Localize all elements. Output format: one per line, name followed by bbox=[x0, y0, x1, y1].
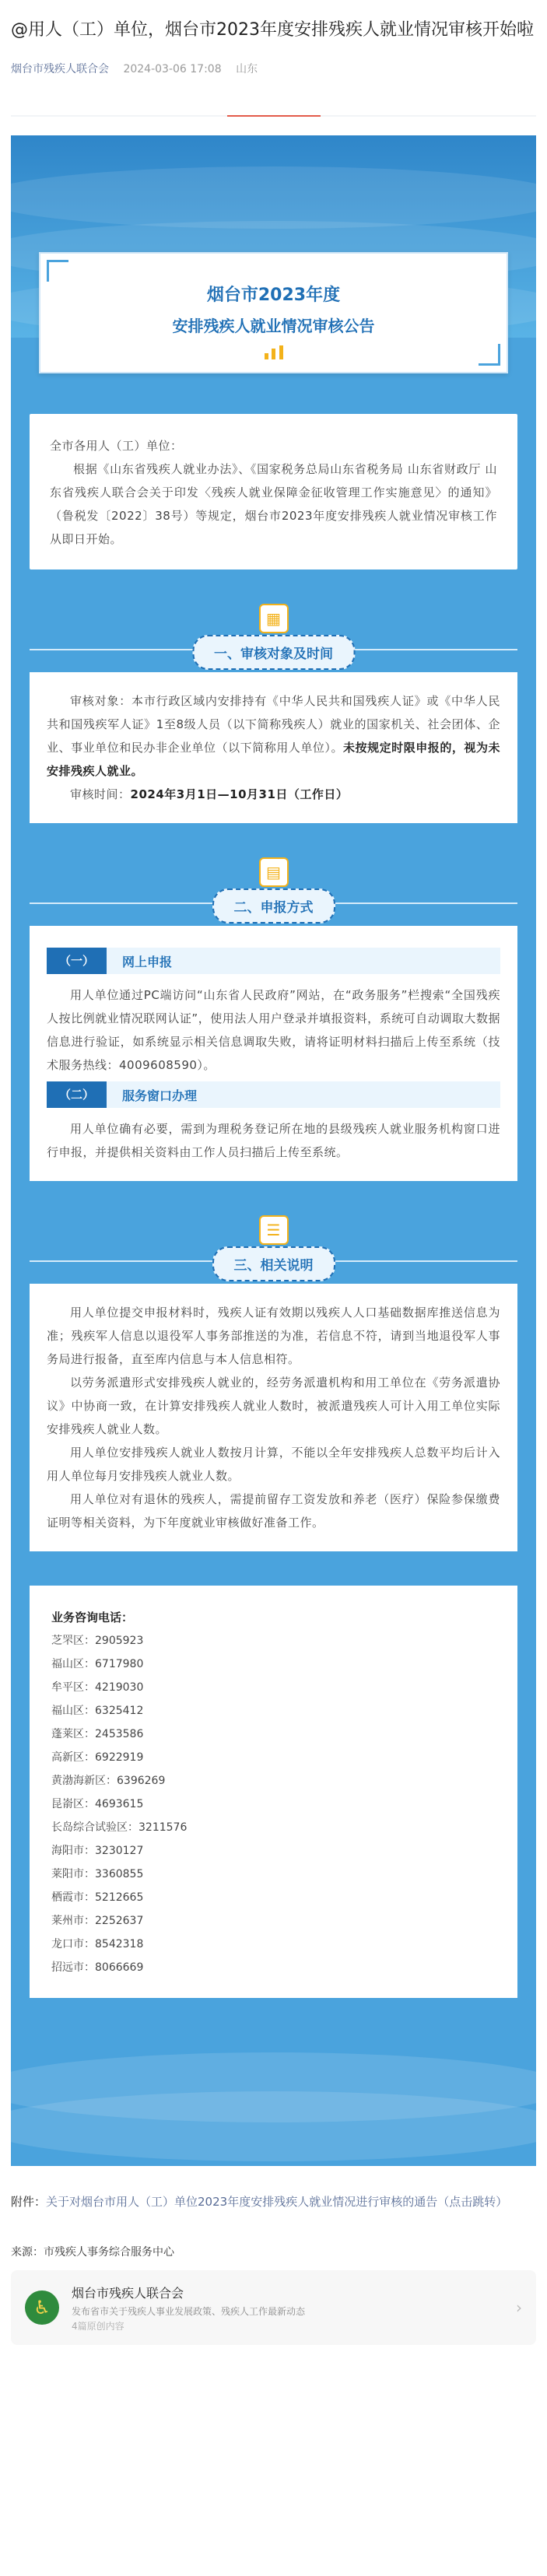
subsection-number: （一） bbox=[47, 948, 107, 974]
bar-chart-icon bbox=[265, 345, 283, 359]
audit-time-value: 2024年3月1日—10月31日（工作日） bbox=[130, 787, 349, 801]
article-title: @用人（工）单位，烟台市2023年度安排残疾人就业情况审核开始啦 bbox=[11, 20, 534, 40]
note-paragraph: 以劳务派遣形式安排残疾人就业的，经劳务派遣机构和用工单位在《劳务派遣协议》中协商一致，在计算安排残疾人就业人数时，被派遣残疾人可计入用工单位实际安排残疾人就业人数。 bbox=[47, 1376, 500, 1436]
contact-row: 招远市：8066669 bbox=[51, 1961, 144, 1974]
subsection-bar bbox=[47, 1081, 500, 1108]
contact-row: 栖霞市：5212665 bbox=[51, 1891, 144, 1904]
subsection-number: （二） bbox=[47, 1081, 107, 1108]
corner-decoration bbox=[479, 344, 500, 366]
section-1-title: 一、审核对象及时间 bbox=[192, 635, 355, 670]
contact-row: 莱州市：2252637 bbox=[51, 1915, 144, 1927]
note-paragraph: 用人单位安排残疾人就业人数按月计算，不能以全年安排残疾人总数平均后计入用人单位每月安排残疾人就业人数。 bbox=[47, 1446, 500, 1483]
contact-row: 牟平区：4219030 bbox=[51, 1681, 144, 1694]
audit-target-text bbox=[47, 689, 500, 783]
account-avatar: ♿ bbox=[25, 2290, 59, 2325]
attachment-prefix: 附件： bbox=[11, 2195, 47, 2209]
account-desc: 发布省市关于残疾人事业发展政策、残疾人工作最新动态 bbox=[72, 2305, 306, 2317]
header-divider bbox=[11, 96, 536, 117]
calendar-icon: ▦ bbox=[259, 604, 289, 633]
online-apply-text: 用人单位通过PC端访问“山东省人民政府”网站，在“政务服务”栏搜索“全国残疾人按比例就业情况联网认证”，使用法人用户登录并填报资料，系统可自动调取大数据信息进行验证，如系统显示相关信息调取失败，请将证明材料扫描后上传至系统（技术服务热线：4009608590）。 bbox=[47, 988, 500, 1072]
contact-row: 莱阳市：3360855 bbox=[51, 1868, 144, 1880]
publish-location: 山东 bbox=[236, 63, 258, 75]
header-divider-accent bbox=[227, 115, 321, 117]
intro-body: 根据《山东省残疾人就业办法》、《国家税务总局山东省税务局 山东省财政厅 山东省残疾人联合会关于印发〈残疾人就业保障金征收管理工作实施意见〉的通知》（鲁税发〔2022〕38号）等规定，烟台市2023年度安排残疾人就业情况审核工作从即日开始。 bbox=[50, 462, 497, 546]
section-1-panel bbox=[30, 672, 517, 823]
section-header bbox=[11, 604, 536, 668]
contact-row: 芝罘区：2905923 bbox=[51, 1635, 144, 1647]
attachment bbox=[11, 2191, 536, 2213]
account-name: 烟台市残疾人联合会 bbox=[72, 2285, 184, 2301]
notice-poster bbox=[11, 135, 536, 2166]
contact-row: 龙口市：8542318 bbox=[51, 1938, 144, 1950]
contact-panel bbox=[30, 1586, 517, 1998]
audit-target-warning: 未按规定时限申报的，视为未安排残疾人就业。 bbox=[47, 741, 500, 778]
contact-row: 福山区：6717980 bbox=[51, 1658, 144, 1670]
article-meta bbox=[11, 61, 536, 76]
note-paragraph: 用人单位提交申报材料时，残疾人证有效期以残疾人人口基础数据库推送信息为准；残疾军人信息以退役军人事务部推送的为准，若信息不符，请到当地退役军人事务局进行报备，直至库内信息与本人信息相符。 bbox=[47, 1306, 500, 1366]
account-card[interactable] bbox=[11, 2270, 536, 2345]
contact-row: 黄渤海新区：6396269 bbox=[51, 1775, 166, 1787]
audit-time-label: 审核时间： bbox=[70, 787, 131, 801]
contact-row: 长岛综合试验区：3211576 bbox=[51, 1821, 188, 1834]
document-icon: ▤ bbox=[259, 857, 289, 887]
section-3-title: 三、相关说明 bbox=[212, 1246, 335, 1281]
section-2-panel bbox=[30, 926, 517, 1181]
contact-row: 福山区：6325412 bbox=[51, 1705, 144, 1717]
corner-decoration bbox=[47, 260, 68, 282]
contact-row: 蓬莱区：2453586 bbox=[51, 1728, 144, 1740]
audit-target-body: 审核对象：本市行政区域内安排持有《中华人民共和国残疾人证》或《中华人民共和国残疾军人证》1至8级人员（以下简称残疾人）就业的国家机关、社会团体、企业、事业单位和民办非企业单位（以下简称用人单位）。 bbox=[47, 694, 500, 755]
intro-greeting: 全市各用人（工）单位： bbox=[50, 439, 183, 453]
poster-title-line1: 烟台市2023年度 bbox=[206, 286, 341, 305]
contact-title: 业务咨询电话： bbox=[51, 1610, 134, 1624]
contact-row: 海阳市：3230127 bbox=[51, 1845, 144, 1857]
contact-row: 高新区：6922919 bbox=[51, 1751, 144, 1764]
note-paragraph: 用人单位对有退休的残疾人，需提前留存工资发放和养老（医疗）保险参保缴费证明等相关资料，为下年度就业审核做好准备工作。 bbox=[47, 1492, 500, 1530]
window-apply-text: 用人单位确有必要，需到为理税务登记所在地的县级残疾人就业服务机构窗口进行申报，并提供相关资料由工作人员扫描后上传至系统。 bbox=[47, 1122, 500, 1159]
contact-row: 昆嵛区：4693615 bbox=[51, 1798, 144, 1810]
audit-time-text bbox=[47, 783, 500, 806]
poster-footer bbox=[11, 2045, 536, 2138]
article-header bbox=[0, 0, 547, 76]
banner-wave bbox=[11, 166, 536, 229]
notes-icon: ☰ bbox=[259, 1215, 289, 1245]
account-info bbox=[72, 2283, 510, 2332]
publish-time: 2024-03-06 17:08 bbox=[123, 63, 222, 75]
poster-title-card bbox=[39, 252, 508, 373]
subsection-title: 服务窗口办理 bbox=[122, 1088, 198, 1103]
account-link[interactable]: 烟台市残疾人联合会 bbox=[11, 63, 109, 75]
subsection-title: 网上申报 bbox=[122, 954, 173, 969]
section-3-panel bbox=[30, 1284, 517, 1551]
attachment-link[interactable]: 关于对烟台市用人（工）单位2023年度安排残疾人就业情况进行审核的通告（点击跳转） bbox=[46, 2195, 508, 2209]
section-2-title: 二、申报方式 bbox=[212, 888, 335, 924]
footer-wave bbox=[0, 2091, 547, 2161]
source-line: 来源：市残疾人事务综合服务中心 bbox=[11, 2246, 174, 2259]
intro-panel bbox=[30, 414, 517, 570]
section-header bbox=[11, 857, 536, 921]
subsection-bar bbox=[47, 948, 500, 974]
section-header bbox=[11, 1215, 536, 1279]
poster-title-line2: 安排残疾人就业情况审核公告 bbox=[172, 317, 375, 335]
chevron-right-icon: › bbox=[516, 2298, 522, 2317]
account-article-count: 4篇原创内容 bbox=[72, 2320, 124, 2332]
